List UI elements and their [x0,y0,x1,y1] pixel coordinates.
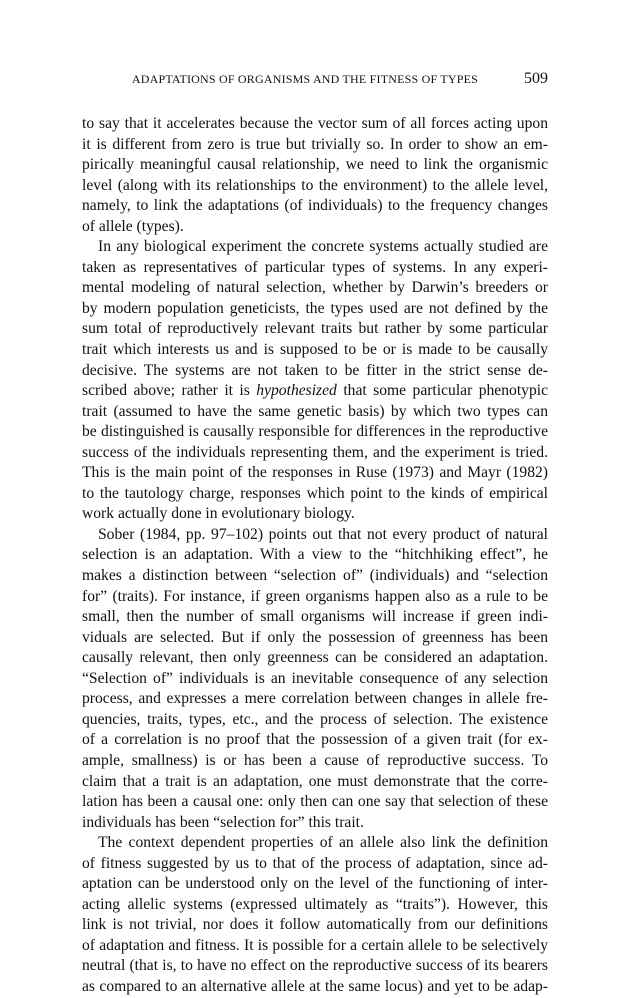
text-line: namely, to link the adaptations (of individuals) to the frequency changes [82,197,548,215]
text-line: trait which interests us and is supposed to be or is made to be causally [82,341,548,359]
text-line: The context dependent properties of an allele also link the definition [98,834,548,852]
text-line: viduals are selected. But if only the possession of greenness has been [82,628,548,646]
text-line: of a correlation is no proof that the possession of a given trait (for ex- [82,731,548,749]
italic-term: hypothesized [256,382,337,400]
text-line: In any biological experiment the concrete systems actually studied are [98,238,548,256]
text-line: neutral (that is, to have no effect on the reproductive success of its bearers [82,957,548,975]
text-line: ample, smallness) is or has been a cause of reproductive success. To [82,751,548,769]
text-line: claim that a trait is an adaptation, one must demonstrate that the corre- [82,772,548,790]
text-line: level (along with its relationships to the environment) to the allele level, [82,176,548,194]
text-segment: that some particular phenotypic [336,382,548,400]
text-line: it is different from zero is true but trivially so. In order to show an em- [82,135,548,153]
text-line: This is the main point of the responses in Ruse (1973) and Mayr (1982) [82,464,548,482]
text-line: Sober (1984, pp. 97–102) points out that not every product of natural [98,525,548,543]
page-number: 509 [524,70,548,87]
text-line: trait (assumed to have the same genetic basis) by which two types can [82,402,548,420]
text-line: selection is an adaptation. With a view to the “hitchhiking effect”, he [82,546,548,564]
text-line: decisive. The systems are not taken to be fitter in the strict sense de- [82,361,548,379]
text-line: mental modeling of natural selection, whether by Darwin’s breeders or [82,279,548,297]
text-line: of adaptation and fitness. It is possible for a certain allele to be selectively [82,936,548,954]
text-line: for” (traits). For instance, if green organisms happen also as a rule to be [82,587,548,605]
text-segment: scribed above; rather it is [82,382,257,400]
text-line: sum total of reproductively relevant traits but rather by some particular [82,320,548,338]
text-line: acting allelic systems (expressed ultimately as “traits”). However, this [82,895,548,913]
text-line [82,381,548,402]
text-line: aptation can be understood only on the level of the functioning of inter- [82,875,548,893]
text-line: process, and expresses a mere correlation between changes in allele fre- [82,690,548,708]
running-title: ADAPTATIONS OF ORGANISMS AND THE FITNESS OF TYPES [131,72,478,86]
text-line: as compared to an alternative allele at the same locus) and yet to be adap- [82,977,548,995]
text-line: causally relevant, then only greenness can be considered an adaptation. [82,649,548,667]
text-line: to say that it accelerates because the vector sum of all forces acting upon [82,115,548,132]
text-line: work actually done in evolutionary biology. [82,505,355,523]
text-line: of allele (types). [82,217,184,235]
body-text [82,114,548,998]
text-line: quencies, traits, types, etc., and the process of selection. The existence [82,710,548,728]
text-line: of fitness suggested by us to that of the process of adaptation, since ad- [82,854,548,872]
text-line: pirically meaningful causal relationship, we need to link the organismic [82,156,548,174]
text-line: by modern population geneticists, the types used are not defined by the [82,299,548,317]
text-line: individuals has been “selection for” this trait. [82,813,364,831]
text-line: makes a distinction between “selection of” (individuals) and “selection [82,567,548,585]
text-line: to the tautology charge, responses which point to the kinds of empirical [82,484,548,502]
text-line: small, then the number of small organisms will increase if green indi- [82,608,548,626]
page-header [82,72,548,92]
text-line: “Selection of” individuals is an inevitable consequence of any selection [82,669,548,687]
text-line: success of the individuals representing them, and the experiment is tried. [82,443,548,461]
text-line: lation has been a causal one: only then can one say that selection of these [82,793,548,811]
text-line: be distinguished is causally responsible for differences in the reproductive [82,423,548,441]
text-line: taken as representatives of particular types of systems. In any experi- [82,258,548,276]
text-line: link is not trivial, nor does it follow automatically from our definitions [82,916,548,934]
